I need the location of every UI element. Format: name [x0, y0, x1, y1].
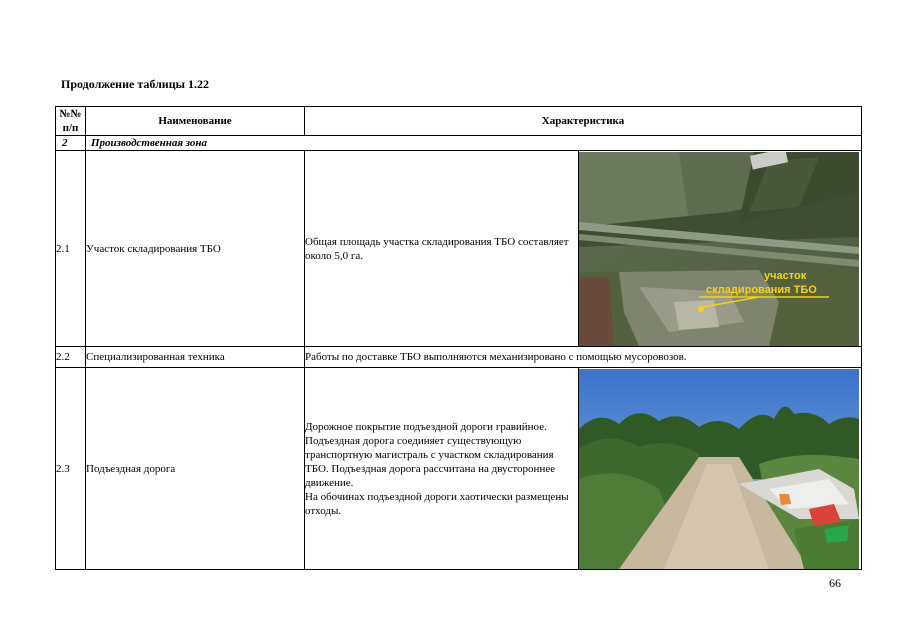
- road-photo: [579, 369, 859, 569]
- photo-label-line1: участок: [764, 269, 807, 282]
- description-line: Подъездная дорога соединяет существующую транспортную магистраль с участком складирования ТБО. Подъездная дорога рассчитана на двустороннее движение.: [305, 434, 556, 489]
- aerial-photo-cell: [579, 151, 862, 347]
- row-number: 2.3: [56, 368, 86, 570]
- row-description: [305, 368, 579, 570]
- header-num: №№ п/п: [56, 107, 86, 136]
- characteristics-table: [55, 106, 862, 570]
- row-name: Специализированная техника: [86, 347, 305, 368]
- table-header-row: [56, 107, 862, 136]
- table-row: [56, 347, 862, 368]
- row-description: Работы по доставке ТБО выполняются механизировано с помощью мусоровозов.: [305, 347, 862, 368]
- photo-label-line2: складирования ТБО: [706, 283, 817, 296]
- zone-row: [56, 136, 862, 151]
- row-name: Участок складирования ТБО: [86, 151, 305, 347]
- zone-number: 2: [56, 136, 86, 151]
- header-characteristic: Характеристика: [305, 107, 862, 136]
- table-caption: Продолжение таблицы 1.22: [61, 77, 210, 91]
- zone-title: Производственная зона: [86, 136, 862, 151]
- description-line: На обочинах подъездной дороги хаотически размещены отходы.: [305, 490, 569, 517]
- table-row: [56, 151, 862, 347]
- header-name: Наименование: [86, 107, 305, 136]
- description-line: Дорожное покрытие подъездной дороги гравийное.: [305, 420, 547, 433]
- row-name: Подъездная дорога: [86, 368, 305, 570]
- row-description: Общая площадь участка складирования ТБО составляет около 5,0 га.: [305, 151, 579, 347]
- table-row: [56, 368, 862, 570]
- row-number: 2.2: [56, 347, 86, 368]
- road-photo-cell: [579, 368, 862, 570]
- aerial-photo: [579, 152, 859, 346]
- page-number: 66: [829, 576, 841, 590]
- row-number: 2.1: [56, 151, 86, 347]
